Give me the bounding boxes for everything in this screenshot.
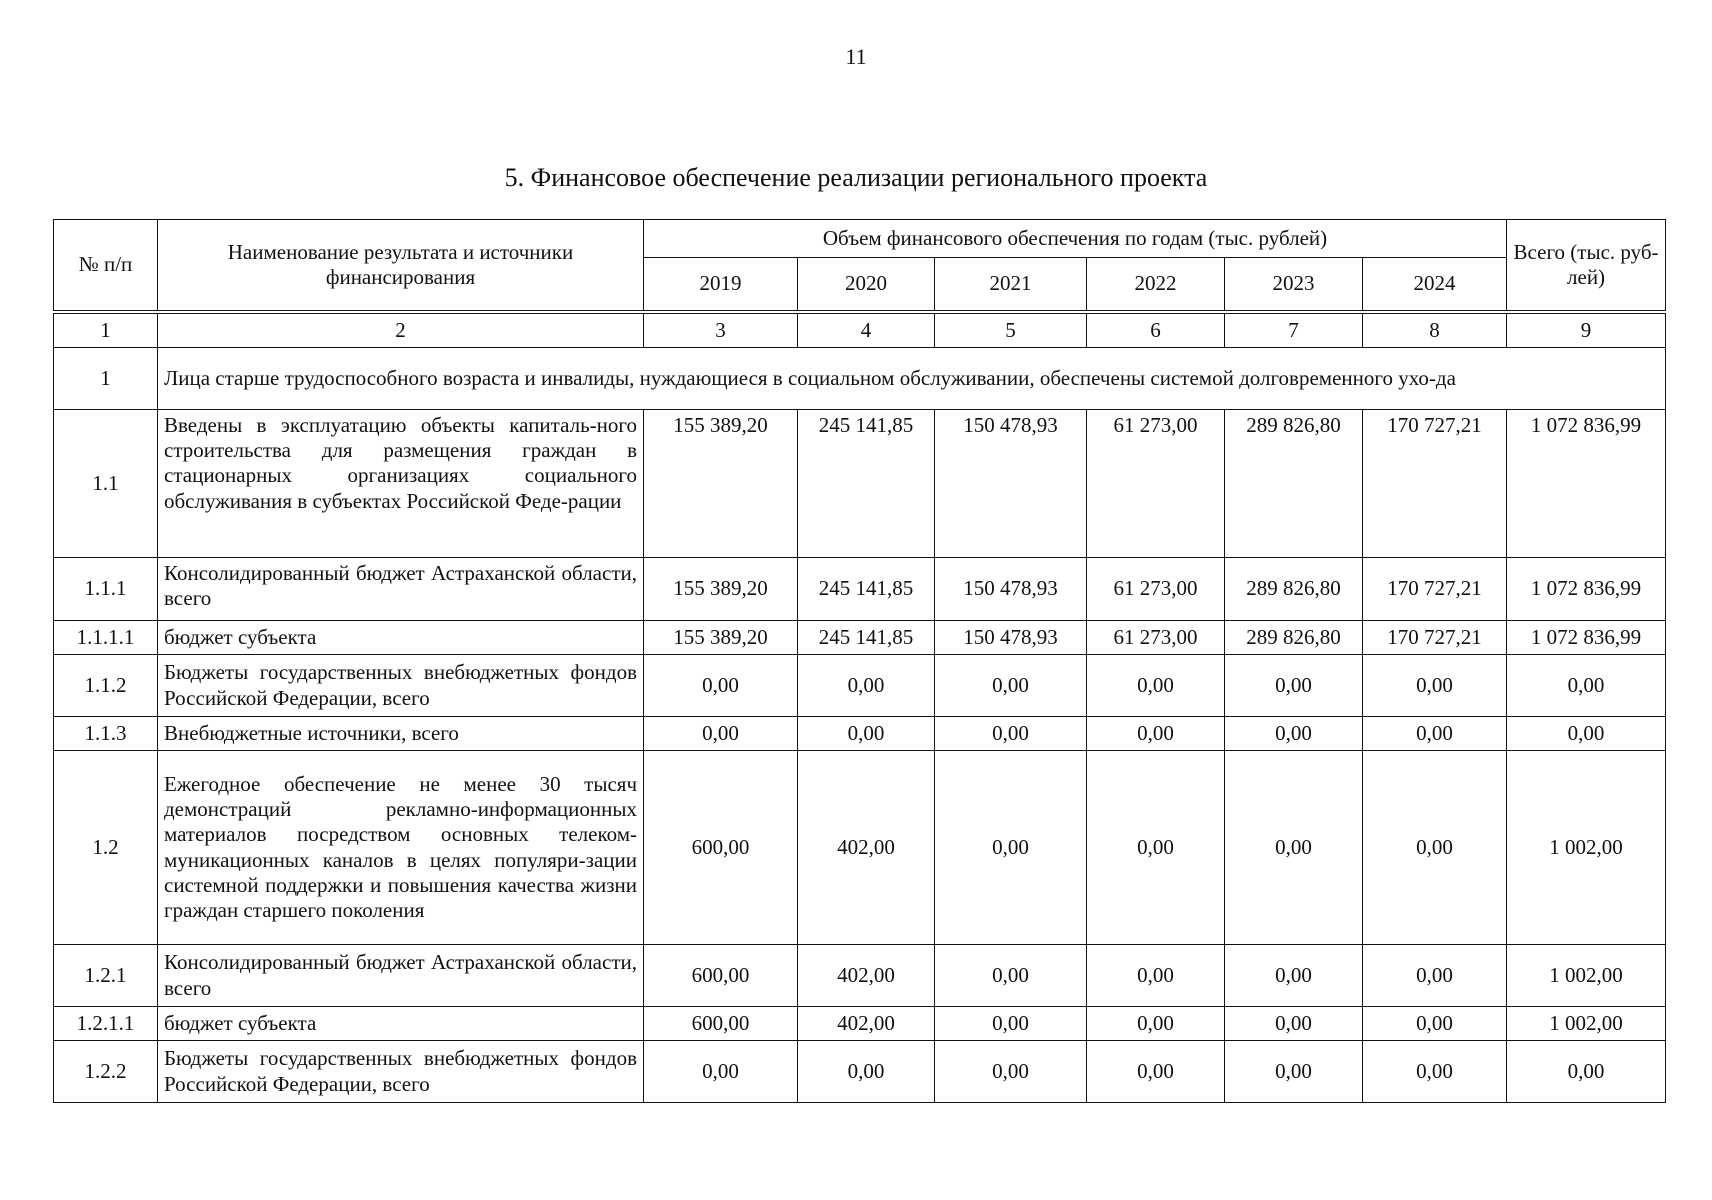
row-year-value: 0,00 [935,945,1087,1007]
row-year-value: 0,00 [1087,717,1225,751]
column-index: 8 [1363,312,1507,348]
row-year-value: 0,00 [1225,1041,1363,1103]
row-year-value: 61 273,00 [1087,410,1225,558]
row-year-value: 245 141,85 [798,558,935,621]
row-number: 1.1.1 [54,558,158,621]
section-row [54,348,1666,410]
row-year-value: 600,00 [644,1007,798,1041]
header-year: 2024 [1363,258,1507,312]
financing-table [53,219,1666,1103]
row-total-value: 1 002,00 [1507,751,1666,945]
row-year-value: 0,00 [1363,1007,1507,1041]
row-year-value: 289 826,80 [1225,558,1363,621]
row-year-value: 245 141,85 [798,410,935,558]
row-year-value: 0,00 [1225,1007,1363,1041]
row-year-value: 0,00 [644,1041,798,1103]
header-total: Всего (тыс. руб-лей) [1507,220,1666,312]
row-total-value: 1 072 836,99 [1507,558,1666,621]
section-text: Лица старше трудоспособного возраста и инвалиды, нуждающиеся в социальном обслуживании, обеспечены системой долговременного ухо-да [158,348,1666,410]
column-index: 3 [644,312,798,348]
row-year-value: 0,00 [1363,655,1507,717]
row-year-value: 0,00 [644,717,798,751]
page-number: 11 [845,44,867,69]
column-index: 7 [1225,312,1363,348]
table-row [54,410,1666,558]
row-year-value: 402,00 [798,945,935,1007]
row-year-value: 289 826,80 [1225,410,1363,558]
row-year-value: 170 727,21 [1363,558,1507,621]
row-name: Внебюджетные источники, всего [158,717,644,751]
column-index: 9 [1507,312,1666,348]
row-year-value: 170 727,21 [1363,621,1507,655]
row-year-value: 155 389,20 [644,558,798,621]
table-row [54,945,1666,1007]
row-year-value: 150 478,93 [935,558,1087,621]
table-row [54,1007,1666,1041]
table-row [54,751,1666,945]
header-year: 2022 [1087,258,1225,312]
section-number: 1 [54,348,158,410]
row-name: Бюджеты государственных внебюджетных фондов Российской Федерации, всего [158,655,644,717]
row-total-value: 1 002,00 [1507,1007,1666,1041]
row-year-value: 0,00 [935,655,1087,717]
row-name: Ежегодное обеспечение не менее 30 тысяч демонстраций рекламно-информационных материалов посредством основных телеком-муникационных каналов в целях популяри-зации системной поддержки и повышения качества жизни граждан старшего поколения [158,751,644,945]
row-year-value: 0,00 [935,1007,1087,1041]
header-year: 2019 [644,258,798,312]
row-number: 1.1.3 [54,717,158,751]
row-year-value: 155 389,20 [644,621,798,655]
header-years-group: Объем финансового обеспечения по годам (тыс. рублей) [644,220,1507,258]
row-year-value: 0,00 [1087,1041,1225,1103]
row-year-value: 0,00 [935,1041,1087,1103]
table-row [54,558,1666,621]
column-index: 5 [935,312,1087,348]
table-row [54,621,1666,655]
row-year-value: 402,00 [798,751,935,945]
row-year-value: 289 826,80 [1225,621,1363,655]
column-index: 4 [798,312,935,348]
row-name: бюджет субъекта [158,1007,644,1041]
row-year-value: 0,00 [644,655,798,717]
row-year-value: 0,00 [798,717,935,751]
header-year: 2021 [935,258,1087,312]
row-name: бюджет субъекта [158,621,644,655]
table-row [54,655,1666,717]
row-year-value: 0,00 [935,717,1087,751]
table-row [54,717,1666,751]
header-year: 2020 [798,258,935,312]
row-number: 1.1.2 [54,655,158,717]
table-row [54,1041,1666,1103]
row-year-value: 0,00 [1363,751,1507,945]
row-year-value: 150 478,93 [935,410,1087,558]
row-number: 1.1 [54,410,158,558]
row-year-value: 0,00 [1087,1007,1225,1041]
row-year-value: 0,00 [935,751,1087,945]
header-no: № п/п [54,220,158,312]
row-year-value: 61 273,00 [1087,621,1225,655]
column-index: 2 [158,312,644,348]
row-year-value: 0,00 [1363,717,1507,751]
row-year-value: 0,00 [1225,655,1363,717]
row-name: Введены в эксплуатацию объекты капиталь-ного строительства для размещения граждан в стационарных организациях социального обслуживания в субъектах Российской Феде-рации [158,410,644,558]
row-number: 1.2.1.1 [54,1007,158,1041]
row-number: 1.2.1 [54,945,158,1007]
section-title: 5. Финансовое обеспечение реализации регионального проекта [504,163,1208,192]
column-index-row [54,312,1666,348]
row-year-value: 0,00 [1225,945,1363,1007]
row-year-value: 245 141,85 [798,621,935,655]
row-year-value: 0,00 [798,655,935,717]
row-total-value: 1 002,00 [1507,945,1666,1007]
row-year-value: 0,00 [1087,751,1225,945]
row-year-value: 0,00 [798,1041,935,1103]
row-year-value: 170 727,21 [1363,410,1507,558]
header-name: Наименование результата и источники финансирования [158,220,644,312]
row-year-value: 600,00 [644,945,798,1007]
row-total-value: 1 072 836,99 [1507,621,1666,655]
row-name: Бюджеты государственных внебюджетных фондов Российской Федерации, всего [158,1041,644,1103]
row-number: 1.2 [54,751,158,945]
row-total-value: 0,00 [1507,1041,1666,1103]
row-year-value: 0,00 [1087,945,1225,1007]
column-index: 1 [54,312,158,348]
row-year-value: 155 389,20 [644,410,798,558]
column-index: 6 [1087,312,1225,348]
row-number: 1.2.2 [54,1041,158,1103]
header-year: 2023 [1225,258,1363,312]
row-year-value: 61 273,00 [1087,558,1225,621]
row-year-value: 0,00 [1087,655,1225,717]
row-year-value: 0,00 [1225,751,1363,945]
row-year-value: 150 478,93 [935,621,1087,655]
row-total-value: 1 072 836,99 [1507,410,1666,558]
row-total-value: 0,00 [1507,655,1666,717]
row-name: Консолидированный бюджет Астраханской области, всего [158,945,644,1007]
row-total-value: 0,00 [1507,717,1666,751]
row-year-value: 0,00 [1363,1041,1507,1103]
row-year-value: 0,00 [1363,945,1507,1007]
row-year-value: 0,00 [1225,717,1363,751]
row-year-value: 600,00 [644,751,798,945]
row-year-value: 402,00 [798,1007,935,1041]
row-name: Консолидированный бюджет Астраханской области, всего [158,558,644,621]
row-number: 1.1.1.1 [54,621,158,655]
